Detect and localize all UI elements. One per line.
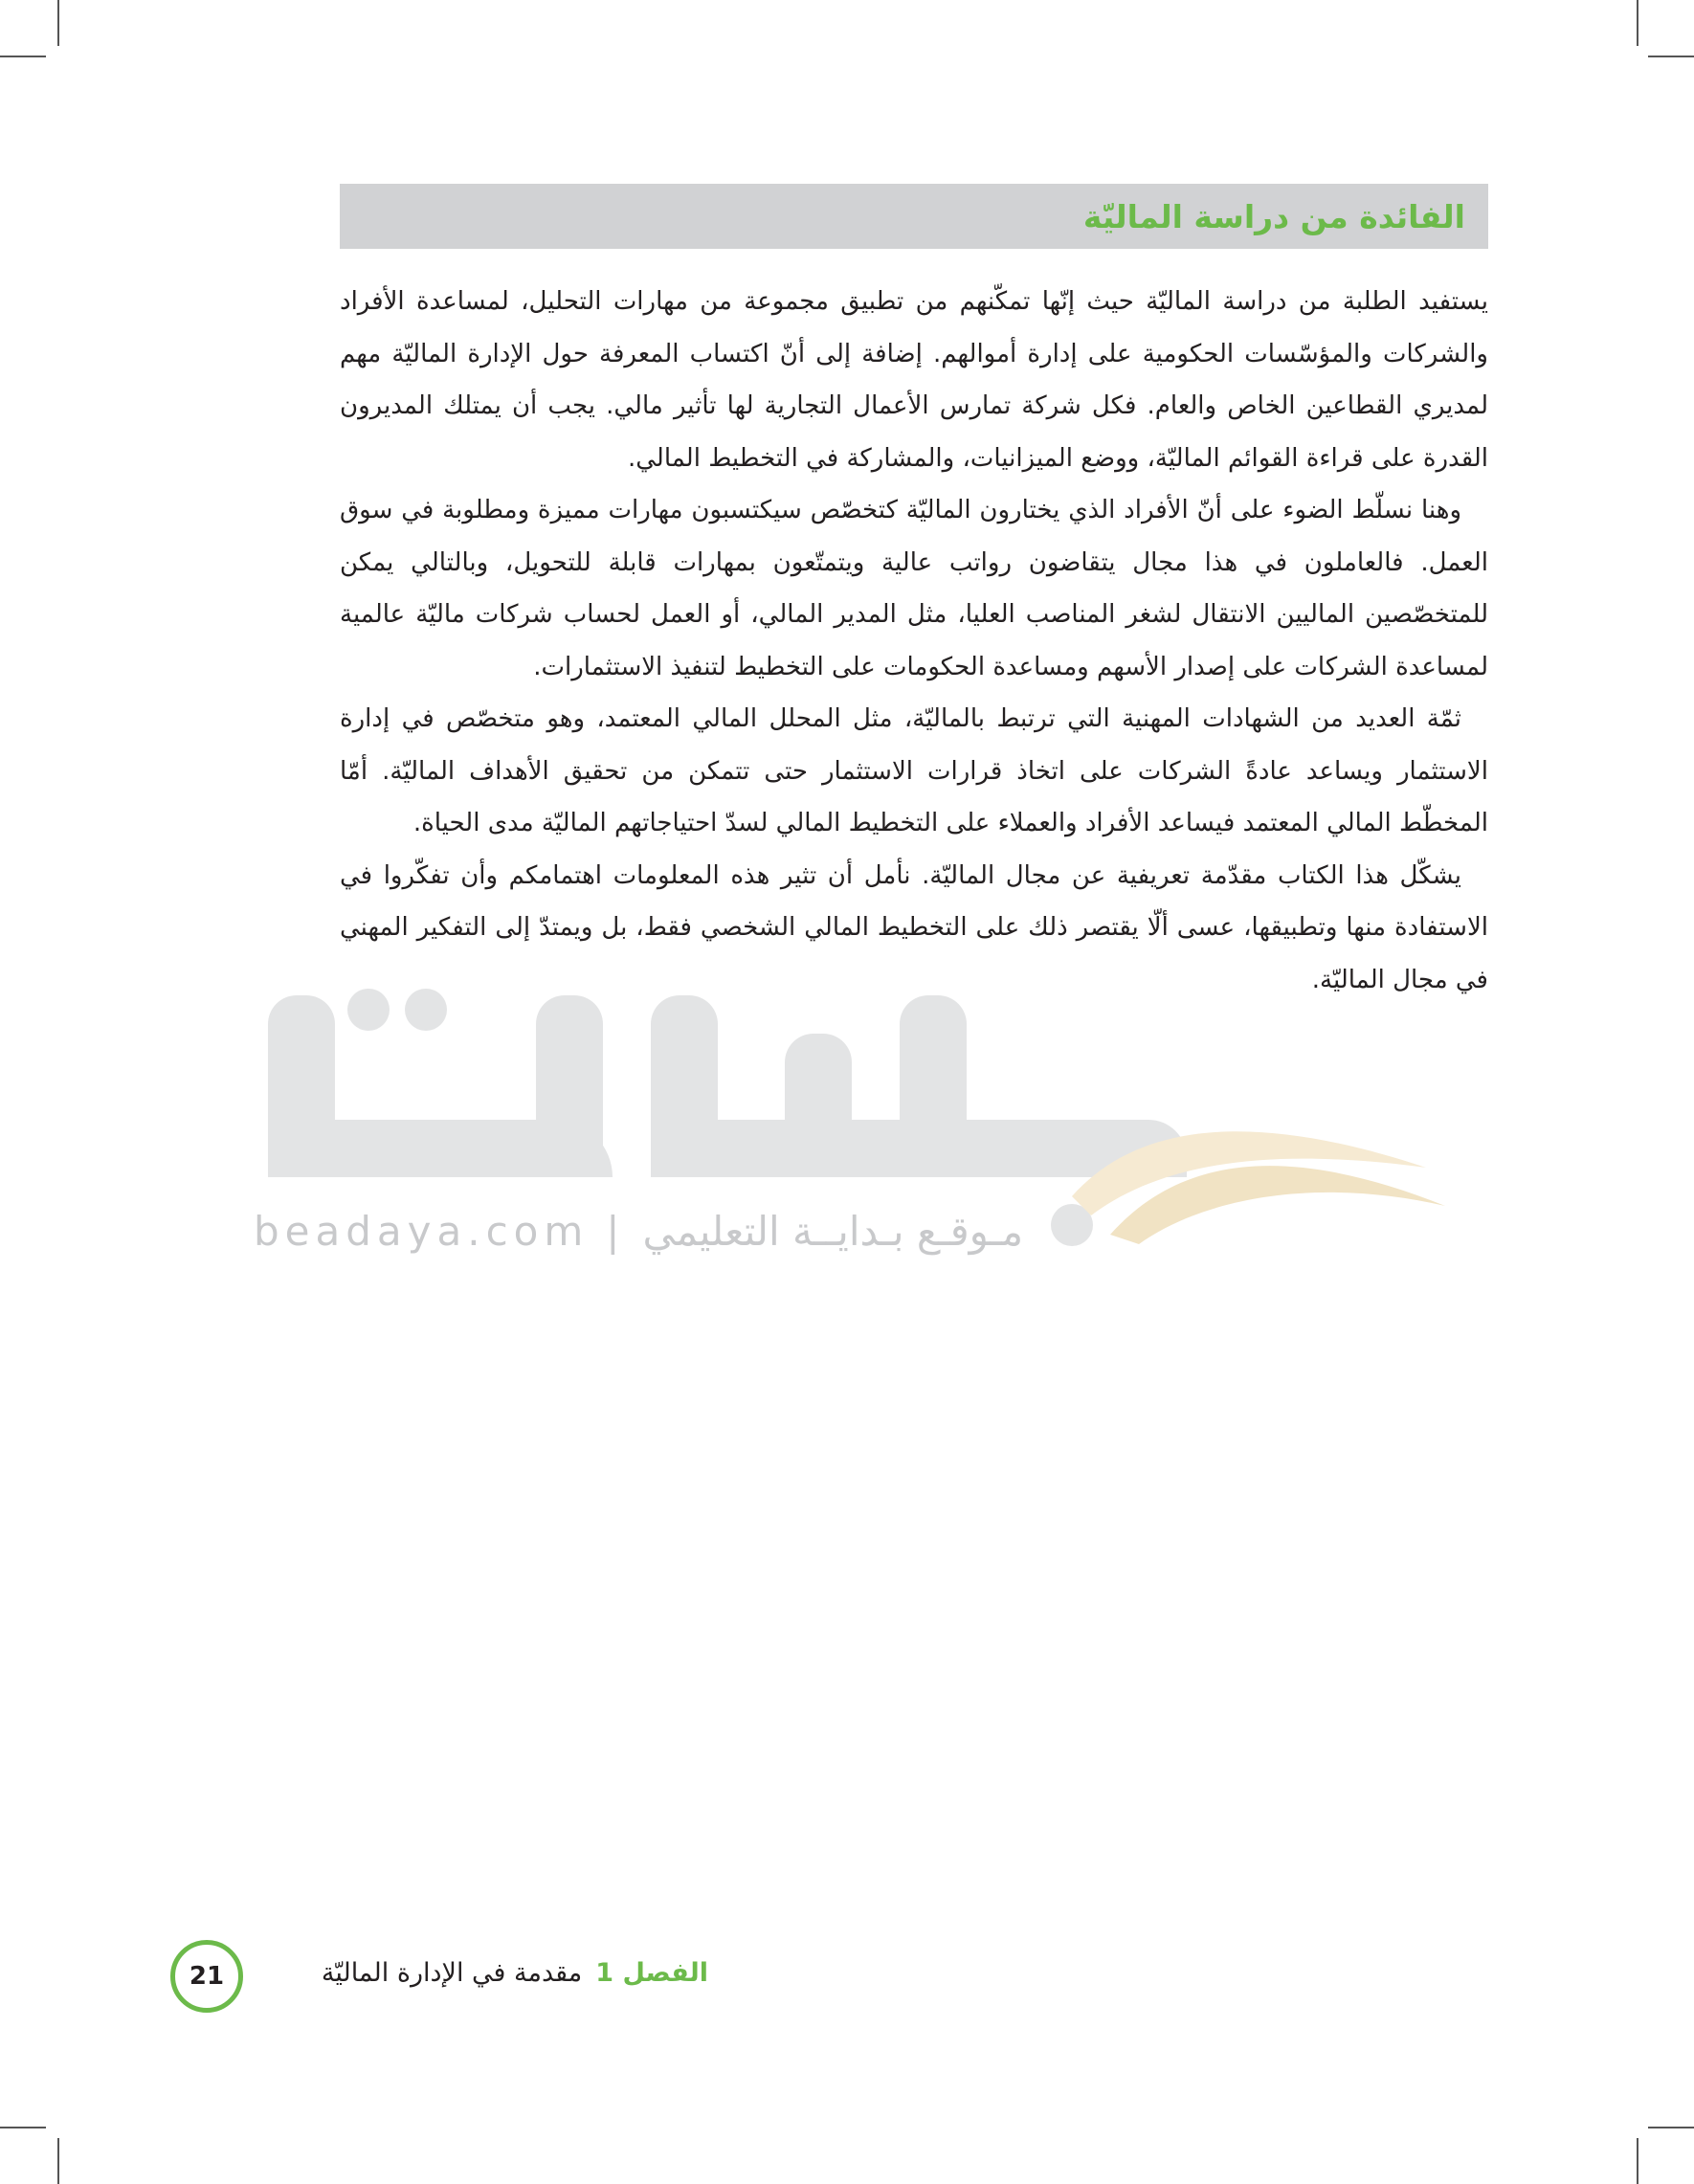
footer-chapter bbox=[287, 1958, 708, 1988]
crop-mark bbox=[1648, 56, 1694, 57]
paragraph: يستفيد الطلبة من دراسة الماليّة حيث إنّها تمكّنهم من تطبيق مجموعة من مهارات التحليل، لمساعدة الأفراد والشركات والمؤسّسات الحكومية على إدارة أموالهم. إضافة إلى أنّ اكتساب المعرفة حول الإدارة الماليّة مهم لمديري القطاعين الخاص والعام. فكل شركة تمارس الأعمال التجارية لها تأثير مالي. يجب أن يمتلك المديرون القدرة على قراءة القوائم الماليّة، ووضع الميزانيات، والمشاركة في التخطيط المالي. bbox=[340, 287, 1488, 473]
watermark-caption bbox=[254, 1208, 1023, 1255]
crop-mark bbox=[57, 0, 59, 46]
crop-mark bbox=[57, 2138, 59, 2184]
watermark-separator: | bbox=[606, 1208, 626, 1255]
chapter-title: مقدمة في الإدارة الماليّة bbox=[321, 1958, 583, 1988]
section-title: الفائدة من دراسة الماليّة bbox=[1082, 197, 1465, 235]
crop-mark bbox=[0, 2127, 46, 2128]
chapter-label: الفصل 1 bbox=[595, 1958, 708, 1988]
paragraph: وهنا نسلّط الضوء على أنّ الأفراد الذي يختارون الماليّة كتخصّص سيكتسبون مهارات مميزة ومطلوبة في سوق العمل. فالعاملون في هذا مجال يتقاضون رواتب عالية ويتمتّعون بمهارات قابلة للتحويل، وبالتالي يمكن للمتخصّصين الماليين الانتقال لشغر المناصب العليا، مثل المدير المالي، أو العمل لحساب شركات ماليّة عالمية لمساعدة الشركات على إصدار الأسهم ومساعدة الحكومات على التخطيط لتنفيذ الاستثمارات. bbox=[340, 496, 1488, 681]
crop-mark bbox=[1637, 2138, 1638, 2184]
body-text bbox=[340, 276, 1488, 1006]
watermark-site: beadaya.com bbox=[254, 1208, 590, 1255]
paragraph: يشكّل هذا الكتاب مقدّمة تعريفية عن مجال الماليّة. نأمل أن تثير هذه المعلومات اهتمامكم وأن تفكّروا في الاستفادة منها وتطبيقها، عسى ألّا يقتصر ذلك على التخطيط المالي الشخصي فقط، بل ويمتدّ إلى التفكير المهني في مجال الماليّة. bbox=[340, 860, 1488, 994]
crop-mark bbox=[0, 56, 46, 57]
watermark-tagline: مـوقـع بـدايــة التعليمي bbox=[642, 1208, 1024, 1255]
section-header-band bbox=[340, 184, 1488, 249]
crop-mark bbox=[1648, 2127, 1694, 2128]
crop-mark bbox=[1637, 0, 1638, 46]
paragraph: ثمّة العديد من الشهادات المهنية التي ترتبط بالماليّة، مثل المحلل المالي المعتمد، وهو متخصّص في إدارة الاستثمار ويساعد عادةً الشركات على اتخاذ قرارات الاستثمار حتى تتمكن من تحقيق الأهداف الماليّة. أمّا المخطّط المالي المعتمد فيساعد الأفراد والعملاء على التخطيط المالي لسدّ احتياجاتهم الماليّة مدى الحياة. bbox=[340, 704, 1488, 837]
page-number: 21 bbox=[170, 1940, 243, 2013]
